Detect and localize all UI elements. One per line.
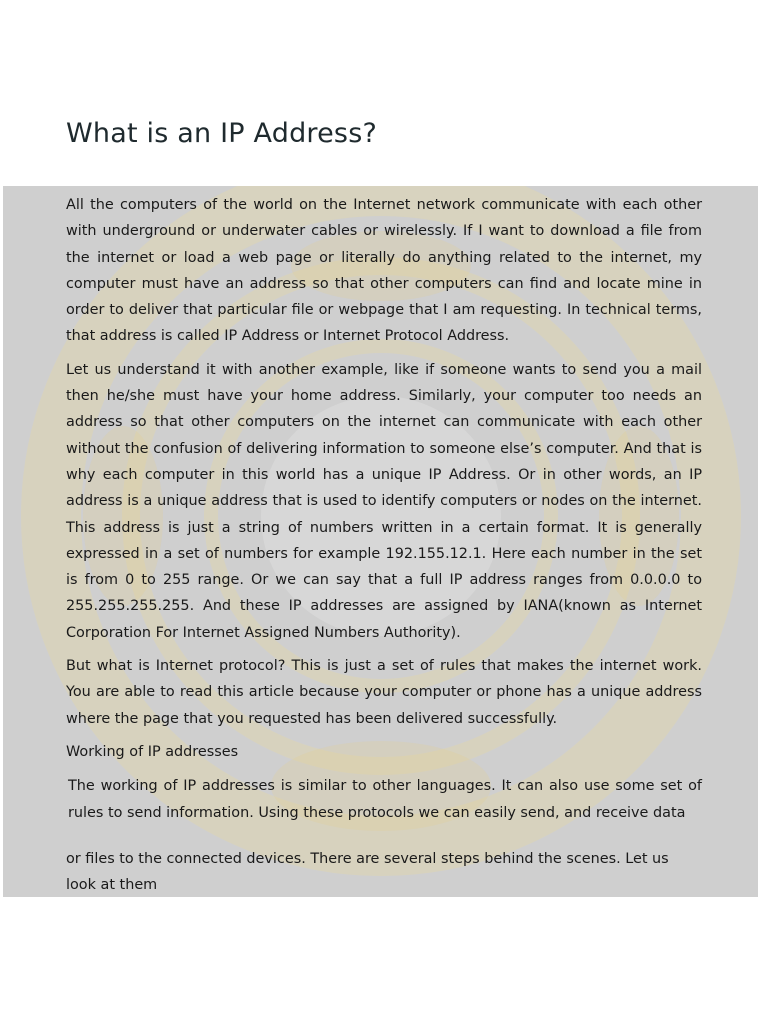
paragraph-intro: All the computers of the world on the Internet network communicate with each other with underground or underwater cables or wirelessly. If I want to download a file from the internet or load a web page or literally do anything related to the internet, my computer must have an address so that other computers can find and locate mine in order to deliver that particular file or webpage that I am requesting. In technical terms, that address is called IP Address or Internet Protocol Address.	[66, 197, 702, 345]
section-subheading: Working of IP addresses	[66, 743, 239, 760]
paragraph-working-part1: The working of IP addresses is similar to other languages. It can also use some set of rules to send information. Using these protocols we can easily send, and receive data	[68, 778, 702, 821]
content-panel	[3, 186, 758, 897]
article-body	[66, 192, 702, 897]
paragraph-protocol: But what is Internet protocol? This is just a set of rules that makes the internet work. You are able to read this article because your computer or phone has a unique address where the page that you requested has been delivered successfully.	[66, 658, 702, 727]
paragraph-working-part2: or files to the connected devices. There are several steps behind the scenes. Let us look at them	[66, 850, 669, 894]
page-title: What is an IP Address?	[66, 118, 377, 149]
paragraph-example: Let us understand it with another example, like if someone wants to send you a mail then he/she must have your home address. Similarly, your computer too needs an address so that other computers on the internet can communicate with each other without the confusion of delivering information to someone else’s computer. And that is why each computer in this world has a unique IP Address. Or in other words, an IP address is a unique address that is used to identify computers or nodes on the internet. This address is just a string of numbers written in a certain format. It is generally expressed in a set of numbers for example 192.155.12.1. Here each number in the set is from 0 to 255 range. Or we can say that a full IP address ranges from 0.0.0.0 to 255.255.255.255. And these IP addresses are assigned by IANA(known as Internet Corporation For Internet Assigned Numbers Authority).	[66, 361, 702, 641]
